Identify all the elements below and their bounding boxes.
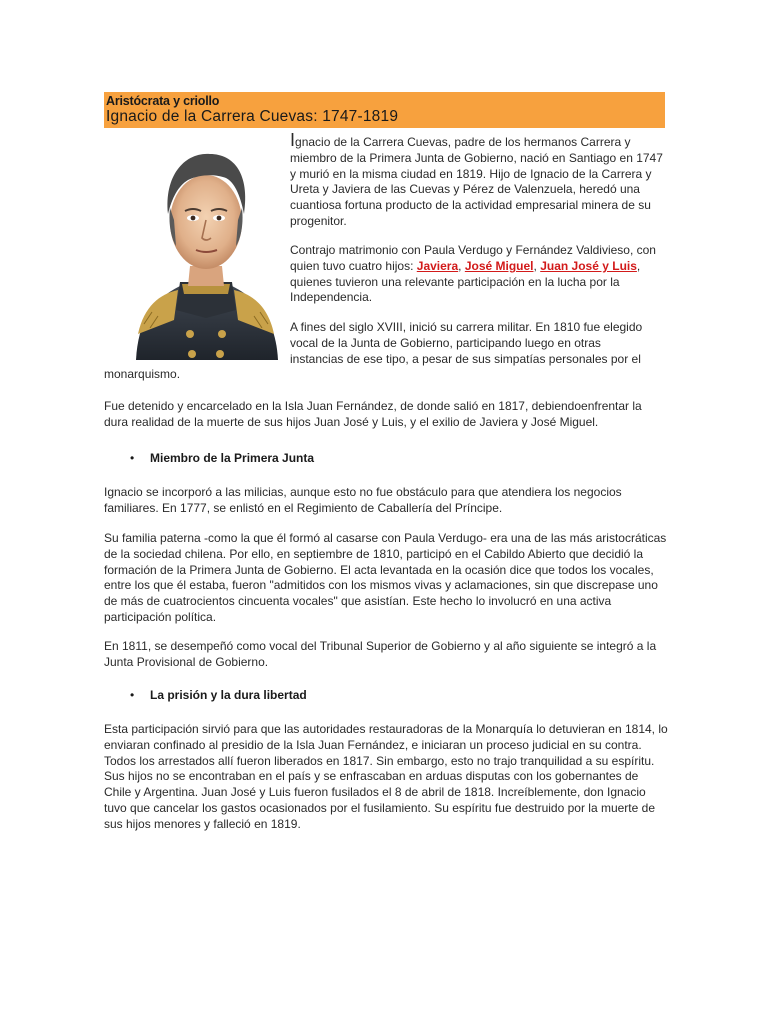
portrait-image	[130, 134, 282, 360]
military-line: instancias de ese tipo, a pesar de sus simpatías personales por el	[290, 351, 641, 366]
drop-cap: I	[290, 130, 296, 150]
marriage-text: Contrajo matrimonio con Paula Verdugo y Fernández Valdivieso, con quien tuvo cuatro hijos:	[290, 243, 656, 273]
family-paragraph: Su familia paterna -como la que él formó al casarse con Paula Verdugo- era una de las más aristocráticas de la sociedad chilena. Por ello, en septiembre de 1810, participó en el Cabildo Abierto que decidió la formación de la Primera Junta de Gobierno. El acta levantada en la ocasión dice que todos los vocales, entre los que él estaba, fueron "admitidos con los mismos vivas y aclamaciones, sin que discrepase uno de más de cuatrocientos cincuenta vocales" que asistían. Este hecho lo involucró en una activa participación política.	[104, 531, 667, 624]
link-javiera[interactable]: Javiera	[416, 258, 459, 273]
link-juan-jose-y-luis[interactable]: Juan José y Luis	[540, 258, 637, 273]
bullet-icon: •	[130, 451, 135, 465]
separator: ,	[458, 258, 462, 273]
tribunal-paragraph: En 1811, se desempeñó como vocal del Tribunal Superior de Gobierno y al año siguiente se integró a la Junta Provisional de Gobierno.	[104, 639, 657, 669]
bullet-icon: •	[130, 688, 135, 702]
section-heading-primera-junta: Miembro de la Primera Junta	[150, 451, 315, 465]
detention-paragraph: Fue detenido y encarcelado en la Isla Juan Fernández, de donde salió en 1817, debiendoenfrentar la dura realidad de la muerte de sus hijos Juan José y Luis, y el exilio de Javiera y José Miguel.	[104, 399, 642, 429]
prison-paragraph: Esta participación sirvió para que las autoridades restauradoras de la Monarquía lo detuvieran en 1814, lo enviaran confinado al presidio de la Isla Juan Fernández, e iniciaran un proceso judicial en su contra. Todos los arrestados allí fueron liberados en 1817. Sin embargo, esto no trajo tranquilidad a su espíritu. Sus hijos no se encontraban en el país y se enfrascaban en arduas disputas con los gobernantes de Chile y Argentina. Juan José y Luis fueron fusilados el 8 de abril de 1818. Increíblemente, don Ignacio tuvo que cancelar los gastos ocasionados por el fusilamiento. Su espíritu fue destruido por la muerte de sus hijos menores y falleció en 1819.	[104, 722, 668, 831]
page-title: Ignacio de la Carrera Cuevas: 1747-1819	[106, 108, 399, 125]
separator: ,	[533, 258, 537, 273]
militia-paragraph: Ignacio se incorporó a las milicias, aunque esto no fue obstáculo para que atendiera los negocios familiares. En 1777, se enlistó en el Regimiento de Caballería del Príncipe.	[104, 485, 622, 515]
military-paragraph	[290, 320, 668, 367]
military-line: vocal de la Junta de Gobierno, participando luego en otras	[290, 335, 601, 350]
article-header	[104, 92, 665, 128]
military-line-wrap: monarquismo.	[104, 367, 181, 381]
intro-text: gnacio de la Carrera Cuevas, padre de los hermanos Carrera y miembro de la Primera Junta de Gobierno, nació en Santiago en 1747 y murió en la misma ciudad en 1819. Hijo de Ignacio de la Carrera y Ureta y Javiera de las Cuevas y Pérez de Valenzuela, heredó una cuantiosa fortuna producto de la actividad empresarial minera de su progenitor.	[290, 135, 663, 228]
link-jose-miguel[interactable]: José Miguel	[464, 258, 534, 273]
header-kicker: Aristócrata y criollo	[106, 94, 220, 108]
marriage-paragraph	[290, 243, 668, 306]
section-heading-prision: La prisión y la dura libertad	[150, 688, 307, 702]
marriage-text-end: , quienes tuvieron una relevante participación en la lucha por la Independencia.	[290, 258, 641, 305]
intro-paragraph	[290, 130, 668, 230]
military-line: A fines del siglo XVIII, inició su carrera militar. En 1810 fue elegido	[290, 320, 643, 334]
